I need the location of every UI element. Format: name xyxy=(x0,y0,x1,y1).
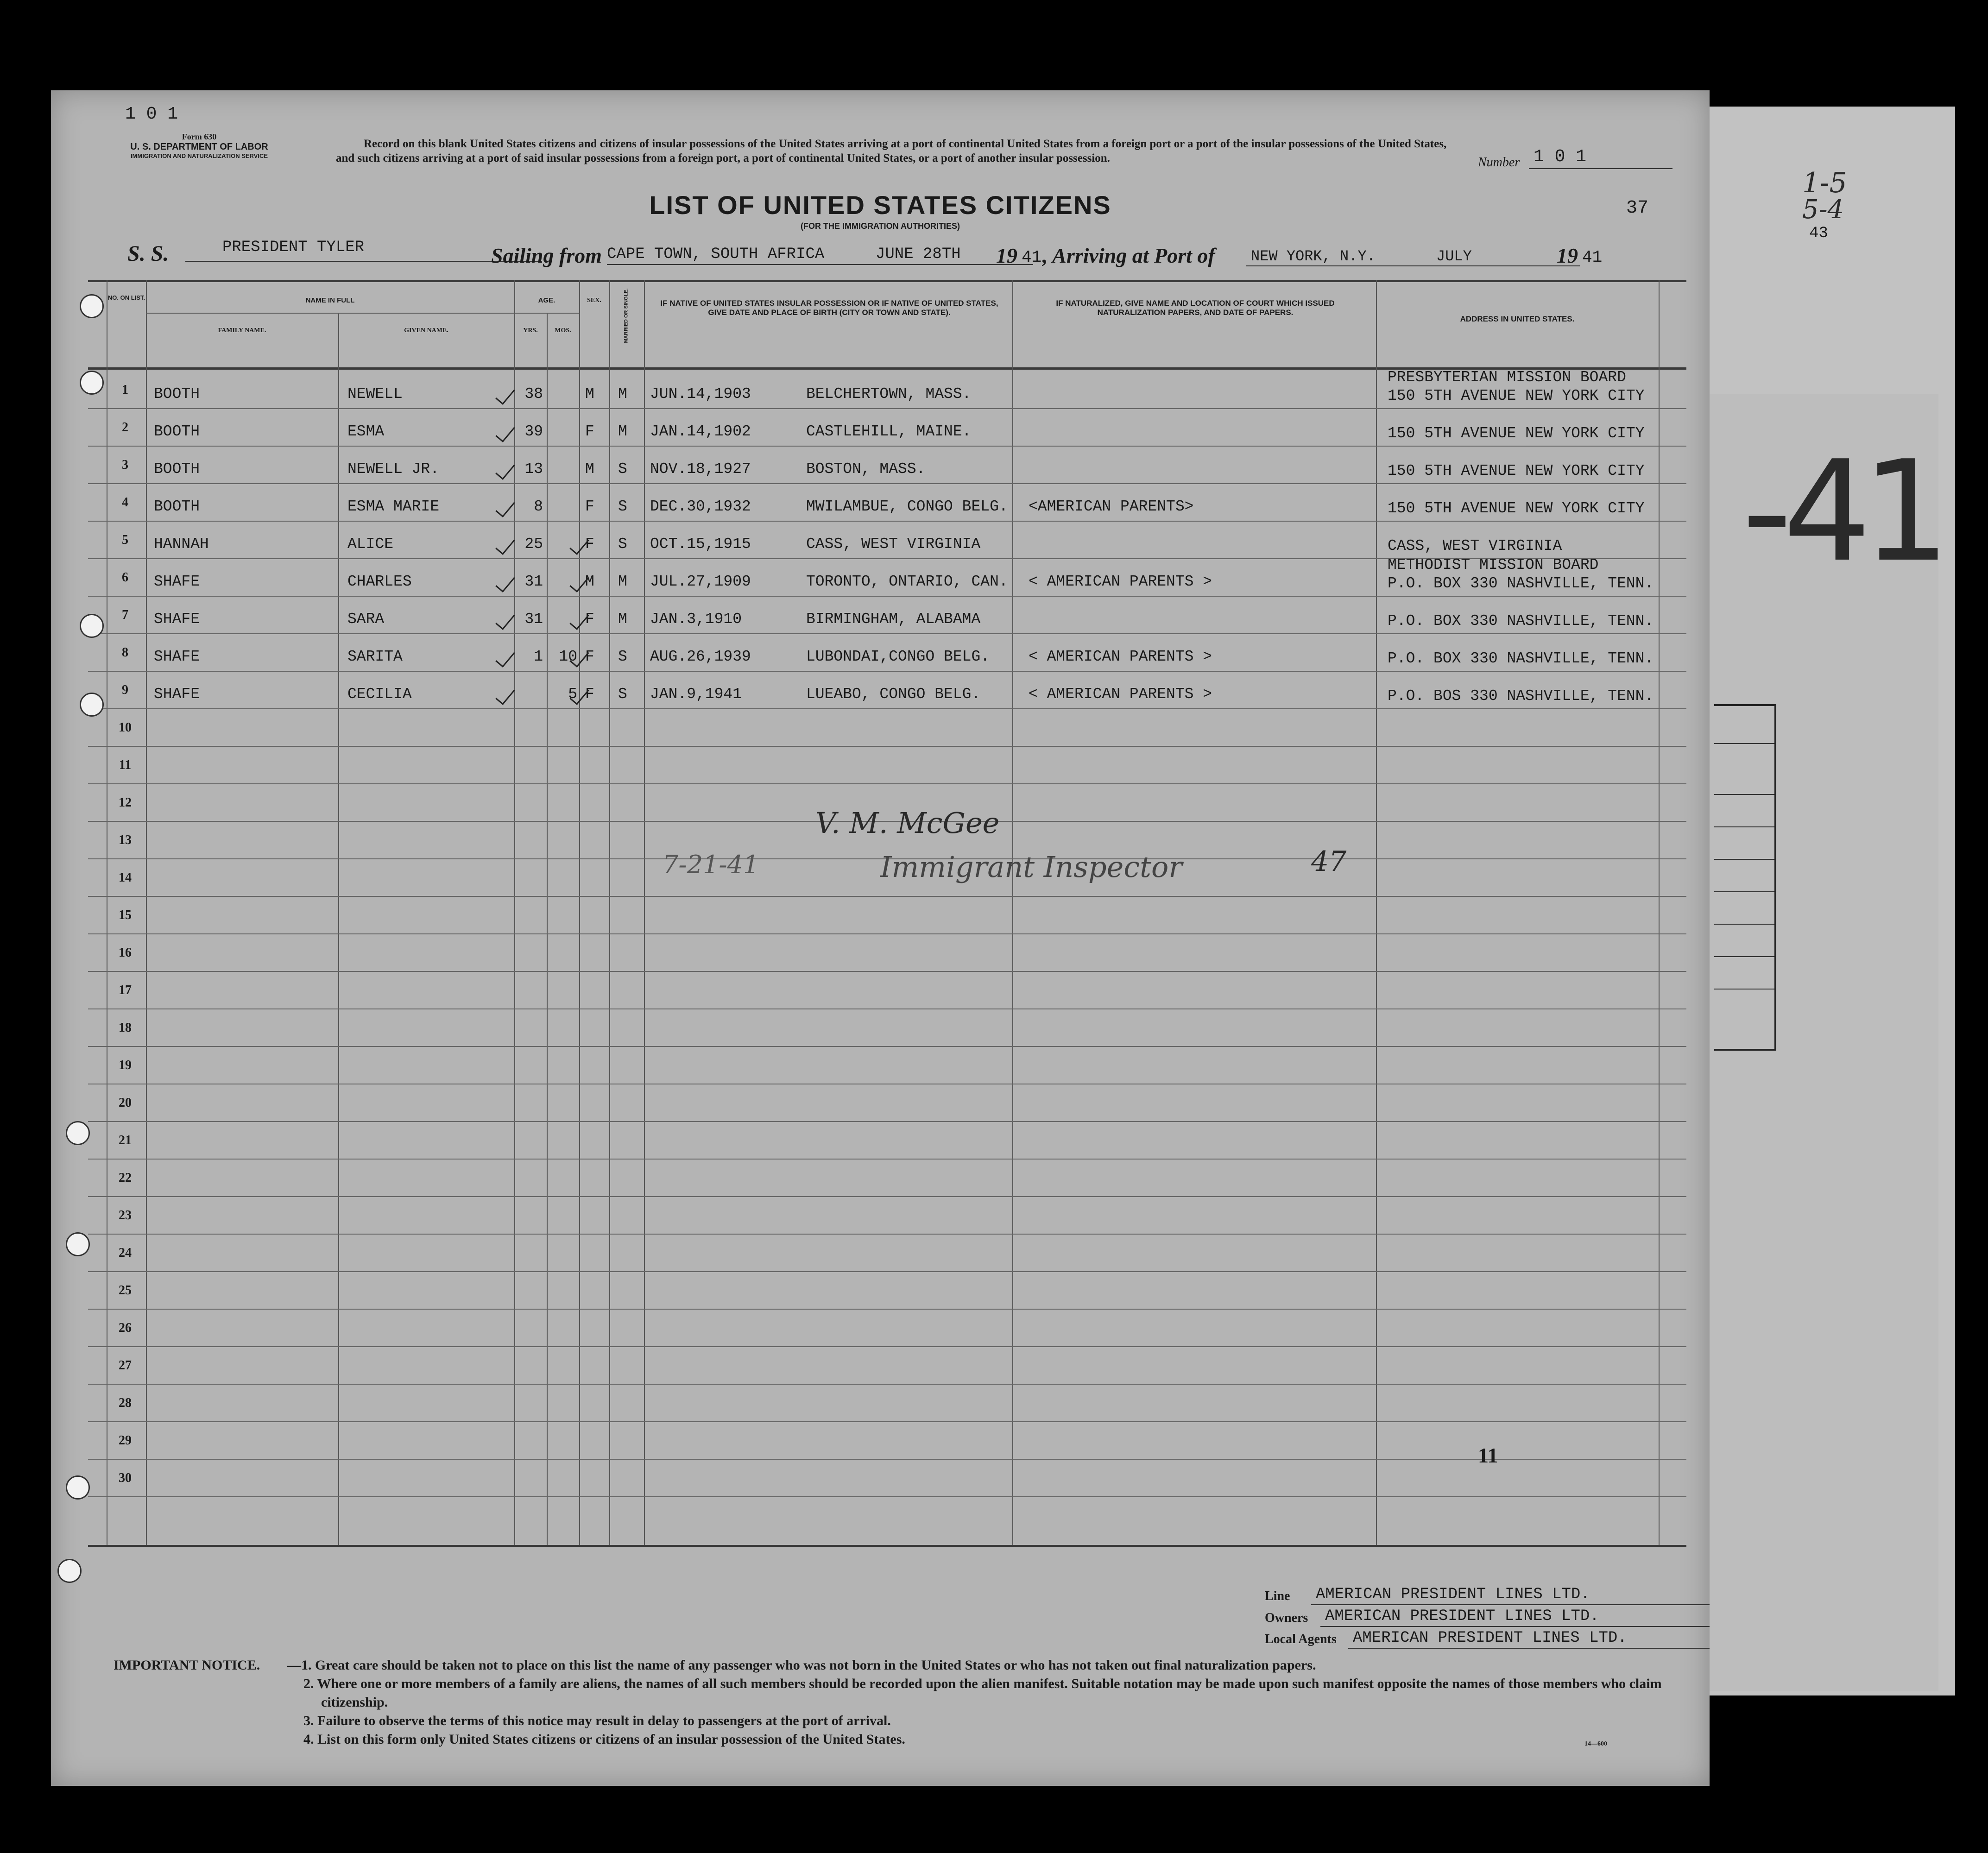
passenger-count: 11 xyxy=(1478,1443,1498,1467)
address-line-2: CASS, WEST VIRGINIA xyxy=(1388,537,1562,555)
row-line xyxy=(88,596,1686,597)
row-line xyxy=(88,1346,1686,1347)
col-header-age: AGE. xyxy=(538,296,555,304)
row-line xyxy=(88,1046,1686,1047)
back-sheet-table xyxy=(1714,704,1776,1051)
birth-date: JUN.14,1903 xyxy=(650,385,751,403)
notice-item-4: 4. List on this form only United States citizens or citizens of an insular possession of the United States. xyxy=(303,1732,905,1747)
margin-note-top: 1-5 xyxy=(1802,167,1847,199)
form-block xyxy=(95,132,303,159)
margin-note-number: 43 xyxy=(1809,225,1828,242)
birth-date: JUL.27,1909 xyxy=(650,573,751,590)
row-number: 20 xyxy=(119,1096,132,1110)
ss-label: S. S. xyxy=(127,241,169,266)
birth-place: LUEABO, CONGO BELG. xyxy=(806,686,981,703)
given-name: ESMA xyxy=(347,423,385,440)
department: U. S. DEPARTMENT OF LABOR xyxy=(130,142,268,152)
marital-status: M xyxy=(618,423,627,440)
birth-place: BOSTON, MASS. xyxy=(806,460,926,478)
marital-status: M xyxy=(618,385,627,403)
row-number: 10 xyxy=(119,720,132,735)
row-number: 26 xyxy=(119,1321,132,1335)
birth-place: BIRMINGHAM, ALABAMA xyxy=(806,611,981,628)
notice-item-2: 2. Where one or more members of a family are aliens, the names of all such members should be recorded upon the alien manifest. Suitable notation may be made upon such manifest opposite the names of those members who claim citizenship. xyxy=(303,1676,1662,1710)
given-name: NEWELL xyxy=(347,385,403,403)
number-label: Number xyxy=(1478,155,1520,170)
row-line xyxy=(88,1196,1686,1197)
col-header-mos: MOS. xyxy=(555,327,571,334)
family-name: BOOTH xyxy=(154,385,200,403)
instructions: Record on this blank United States citizens and citizens of insular possessions of the United States arriving at a port of continental United States from a foreign port or a port of the insular possessions of the United States, and such citizens arriving at a port of said insular possessions from a foreign port, a port of continental United States, or a port of another insular possession. xyxy=(336,138,1447,164)
col-header-married: MARRIED OR SINGLE. xyxy=(623,288,629,343)
row-line xyxy=(88,1271,1686,1272)
page-number: 1 0 1 xyxy=(125,104,178,124)
sailing-year-prefix: 19 xyxy=(996,244,1017,267)
check-mark xyxy=(495,684,515,705)
sailing-from: CAPE TOWN, SOUTH AFRICA xyxy=(607,246,825,263)
marital-status: M xyxy=(618,611,627,628)
row-line xyxy=(88,896,1686,897)
punch-hole xyxy=(66,1121,90,1145)
age-months: 10 xyxy=(559,648,577,665)
sailing-date: JUNE 28TH xyxy=(876,246,961,263)
col-header-address: ADDRESS IN UNITED STATES. xyxy=(1460,315,1575,323)
owners-value: AMERICAN PRESIDENT LINES LTD. xyxy=(1325,1607,1599,1625)
check-mark xyxy=(495,647,515,668)
col-header-given: GIVEN NAME. xyxy=(404,327,448,334)
row-number: 4 xyxy=(122,495,128,510)
family-name: SHAFE xyxy=(154,611,200,628)
row-number: 18 xyxy=(119,1021,132,1035)
age-years: 1 xyxy=(534,648,543,665)
address-line-2: 150 5TH AVENUE NEW YORK CITY xyxy=(1388,387,1645,404)
birth-date: JAN.14,1902 xyxy=(650,423,751,440)
family-name: HANNAH xyxy=(154,536,209,553)
sex: F xyxy=(585,611,594,628)
age-years: 38 xyxy=(524,385,543,403)
page-subtitle: (FOR THE IMMIGRATION AUTHORITIES) xyxy=(801,221,960,231)
row-number: 8 xyxy=(122,645,128,660)
row-line xyxy=(88,633,1686,634)
naturalization-note: < AMERICAN PARENTS > xyxy=(1029,648,1212,665)
row-line xyxy=(88,783,1686,784)
row-line xyxy=(88,446,1686,447)
birth-place: LUBONDAI,CONGO BELG. xyxy=(806,648,990,665)
row-number: 25 xyxy=(119,1283,132,1298)
form-number: Form 630 xyxy=(182,132,217,141)
agents-label: Local Agents xyxy=(1265,1632,1337,1646)
big-handwritten-number: -41 xyxy=(1742,431,1941,592)
sex: M xyxy=(585,573,594,590)
check-mark xyxy=(495,609,515,630)
given-name: SARA xyxy=(347,611,385,628)
row-line xyxy=(88,1309,1686,1310)
family-name: SHAFE xyxy=(154,648,200,665)
row-number: 23 xyxy=(119,1208,132,1223)
col-header-no: NO. ON LIST. xyxy=(107,294,145,301)
row-number: 30 xyxy=(119,1471,132,1485)
marital-status: M xyxy=(618,573,627,590)
col-header-yrs: YRS. xyxy=(523,327,538,334)
birth-date: AUG.26,1939 xyxy=(650,648,751,665)
number-value: 1 0 1 xyxy=(1534,147,1587,167)
sex: F xyxy=(585,686,594,703)
family-name: BOOTH xyxy=(154,423,200,440)
arriving-port: NEW YORK, N.Y. xyxy=(1251,248,1376,265)
check-mark xyxy=(495,497,515,517)
age-years: 25 xyxy=(524,536,543,553)
row-number: 13 xyxy=(119,833,132,847)
age-years: 13 xyxy=(524,460,543,478)
row-number: 7 xyxy=(122,608,128,622)
punch-hole xyxy=(80,371,104,395)
row-number: 24 xyxy=(119,1246,132,1260)
age-years: 31 xyxy=(524,573,543,590)
address-line-2: P.O. BOX 330 NASHVILLE, TENN. xyxy=(1388,650,1654,667)
manifest-page xyxy=(51,90,1710,1786)
naturalization-note: <AMERICAN PARENTS> xyxy=(1029,498,1194,515)
birth-date: NOV.18,1927 xyxy=(650,460,751,478)
row-line xyxy=(88,1008,1686,1009)
naturalization-note: < AMERICAN PARENTS > xyxy=(1029,573,1212,590)
address-line-2: 150 5TH AVENUE NEW YORK CITY xyxy=(1388,500,1645,517)
row-line xyxy=(88,1421,1686,1422)
notice-item-3: 3. Failure to observe the terms of this notice may result in delay to passengers at the port of arrival. xyxy=(303,1713,891,1728)
birth-date: DEC.30,1932 xyxy=(650,498,751,515)
line-value: AMERICAN PRESIDENT LINES LTD. xyxy=(1316,1586,1590,1603)
row-line xyxy=(88,1234,1686,1235)
marital-status: S xyxy=(618,686,627,703)
service: IMMIGRATION AND NATURALIZATION SERVICE xyxy=(130,152,268,159)
ship-name: PRESIDENT TYLER xyxy=(222,239,365,256)
check-mark xyxy=(495,422,515,442)
inspector-title: Immigrant Inspector xyxy=(880,850,1182,884)
marital-status: S xyxy=(618,460,627,478)
family-name: BOOTH xyxy=(154,460,200,478)
check-mark xyxy=(495,572,515,592)
row-line xyxy=(88,671,1686,672)
notice-heading: IMPORTANT NOTICE. xyxy=(114,1658,260,1673)
punch-hole xyxy=(80,614,104,638)
row-line xyxy=(88,1121,1686,1122)
inspection-code: 47 xyxy=(1311,845,1347,878)
arriving-label: , Arriving at Port of xyxy=(1042,244,1215,267)
row-number: 29 xyxy=(119,1433,132,1448)
address-line-2: 150 5TH AVENUE NEW YORK CITY xyxy=(1388,425,1645,442)
col-header-naturalized: IF NATURALIZED, GIVE NAME AND LOCATION OF COURT WHICH ISSUED NATURALIZATION PAPERS, AND DATE OF PAPERS. xyxy=(1056,299,1335,317)
check-mark xyxy=(495,459,515,480)
sex: M xyxy=(585,385,594,403)
birth-date: JAN.9,1941 xyxy=(650,686,742,703)
birth-date: OCT.15,1915 xyxy=(650,536,751,553)
given-name: CHARLES xyxy=(347,573,412,590)
inspector-signature: V. M. McGee xyxy=(815,806,1000,840)
address-line-2: P.O. BOX 330 NASHVILLE, TENN. xyxy=(1388,612,1654,630)
arriving-year-prefix: 19 xyxy=(1557,244,1578,267)
printer-code: 14—600 xyxy=(1584,1740,1607,1747)
row-number: 19 xyxy=(119,1058,132,1072)
row-line xyxy=(88,483,1686,484)
age-years: 8 xyxy=(534,498,543,515)
row-number: 27 xyxy=(119,1358,132,1373)
age-months: 5 xyxy=(568,686,577,703)
birth-date: JAN.3,1910 xyxy=(650,611,742,628)
birth-place: TORONTO, ONTARIO, CAN. xyxy=(806,573,1008,590)
sex: M xyxy=(585,460,594,478)
row-number: 17 xyxy=(119,983,132,997)
sex: F xyxy=(585,536,594,553)
sheet-number: 37 xyxy=(1626,198,1649,219)
punch-hole xyxy=(57,1559,82,1583)
row-line xyxy=(88,1384,1686,1385)
sailing-from-label: Sailing from xyxy=(491,244,602,267)
row-line xyxy=(88,1496,1686,1497)
col-header-name: NAME IN FULL xyxy=(305,296,355,304)
sex: F xyxy=(585,498,594,515)
marital-status: S xyxy=(618,498,627,515)
row-number: 3 xyxy=(122,458,128,472)
row-number: 12 xyxy=(119,795,132,810)
punch-hole xyxy=(80,693,104,717)
line-label: Line xyxy=(1265,1589,1290,1603)
address-line-1: PRESBYTERIAN MISSION BOARD xyxy=(1388,369,1626,386)
col-header-birth: IF NATIVE OF UNITED STATES INSULAR POSSESSION OR IF NATIVE OF UNITED STATES, GIVE DATE AND PLACE OF BIRTH (CITY OR TOWN AND STATE). xyxy=(660,299,998,317)
page-title: LIST OF UNITED STATES CITIZENS xyxy=(649,190,1111,220)
given-name: ESMA MARIE xyxy=(347,498,440,515)
given-name: NEWELL JR. xyxy=(347,460,440,478)
row-number: 2 xyxy=(122,420,128,435)
marital-status: S xyxy=(618,536,627,553)
family-name: BOOTH xyxy=(154,498,200,515)
row-line xyxy=(88,1459,1686,1460)
inspection-date: 7-21-41 xyxy=(663,850,759,879)
row-number: 11 xyxy=(119,758,132,772)
row-number: 21 xyxy=(119,1133,132,1147)
row-line xyxy=(88,408,1686,409)
row-number: 15 xyxy=(119,908,132,922)
address-line-2: 150 5TH AVENUE NEW YORK CITY xyxy=(1388,462,1645,479)
birth-place: CASTLEHILL, MAINE. xyxy=(806,423,972,440)
punch-hole xyxy=(66,1232,90,1256)
row-number: 9 xyxy=(122,683,128,697)
check-mark xyxy=(495,534,515,555)
check-mark xyxy=(495,384,515,405)
row-line xyxy=(88,933,1686,934)
arriving-year: 41 xyxy=(1582,248,1603,267)
birth-place: BELCHERTOWN, MASS. xyxy=(806,385,972,403)
row-line xyxy=(88,521,1686,522)
row-line xyxy=(88,746,1686,747)
owners-label: Owners xyxy=(1265,1611,1308,1625)
agents-value: AMERICAN PRESIDENT LINES LTD. xyxy=(1353,1629,1627,1647)
address-line-2: P.O. BOS 330 NASHVILLE, TENN. xyxy=(1388,687,1654,705)
row-number: 6 xyxy=(122,570,128,585)
address-line-2: P.O. BOX 330 NASHVILLE, TENN. xyxy=(1388,575,1654,592)
family-name: SHAFE xyxy=(154,573,200,590)
age-years: 39 xyxy=(524,423,543,440)
row-number: 14 xyxy=(119,870,132,885)
arriving-month: JULY xyxy=(1436,248,1472,265)
given-name: ALICE xyxy=(347,536,394,553)
naturalization-note: < AMERICAN PARENTS > xyxy=(1029,686,1212,703)
row-number: 1 xyxy=(122,383,128,397)
given-name: SARITA xyxy=(347,648,403,665)
punch-hole xyxy=(80,294,104,318)
punch-hole xyxy=(66,1475,90,1500)
sex: F xyxy=(585,648,594,665)
margin-note-mid: 5-4 xyxy=(1802,195,1844,225)
col-header-family: FAMILY NAME. xyxy=(218,327,266,334)
birth-place: MWILAMBUE, CONGO BELG. xyxy=(806,498,1008,515)
row-line xyxy=(88,1159,1686,1160)
given-name: CECILIA xyxy=(347,686,412,703)
notice-item-1: —1. Great care should be taken not to place on this list the name of any passenger who was not born in the United States or who has not taken out final naturalization papers. xyxy=(287,1658,1316,1673)
marital-status: S xyxy=(618,648,627,665)
sex: F xyxy=(585,423,594,440)
age-years: 31 xyxy=(524,611,543,628)
address-line-1: METHODIST MISSION BOARD xyxy=(1388,556,1599,574)
family-name: SHAFE xyxy=(154,686,200,703)
col-header-sex: SEX. xyxy=(587,297,601,304)
row-number: 22 xyxy=(119,1171,132,1185)
row-number: 28 xyxy=(119,1396,132,1410)
sailing-year: 41 xyxy=(1022,248,1042,267)
row-line xyxy=(88,708,1686,709)
row-line xyxy=(88,971,1686,972)
row-number: 16 xyxy=(119,945,132,960)
row-number: 5 xyxy=(122,533,128,547)
birth-place: CASS, WEST VIRGINIA xyxy=(806,536,981,553)
